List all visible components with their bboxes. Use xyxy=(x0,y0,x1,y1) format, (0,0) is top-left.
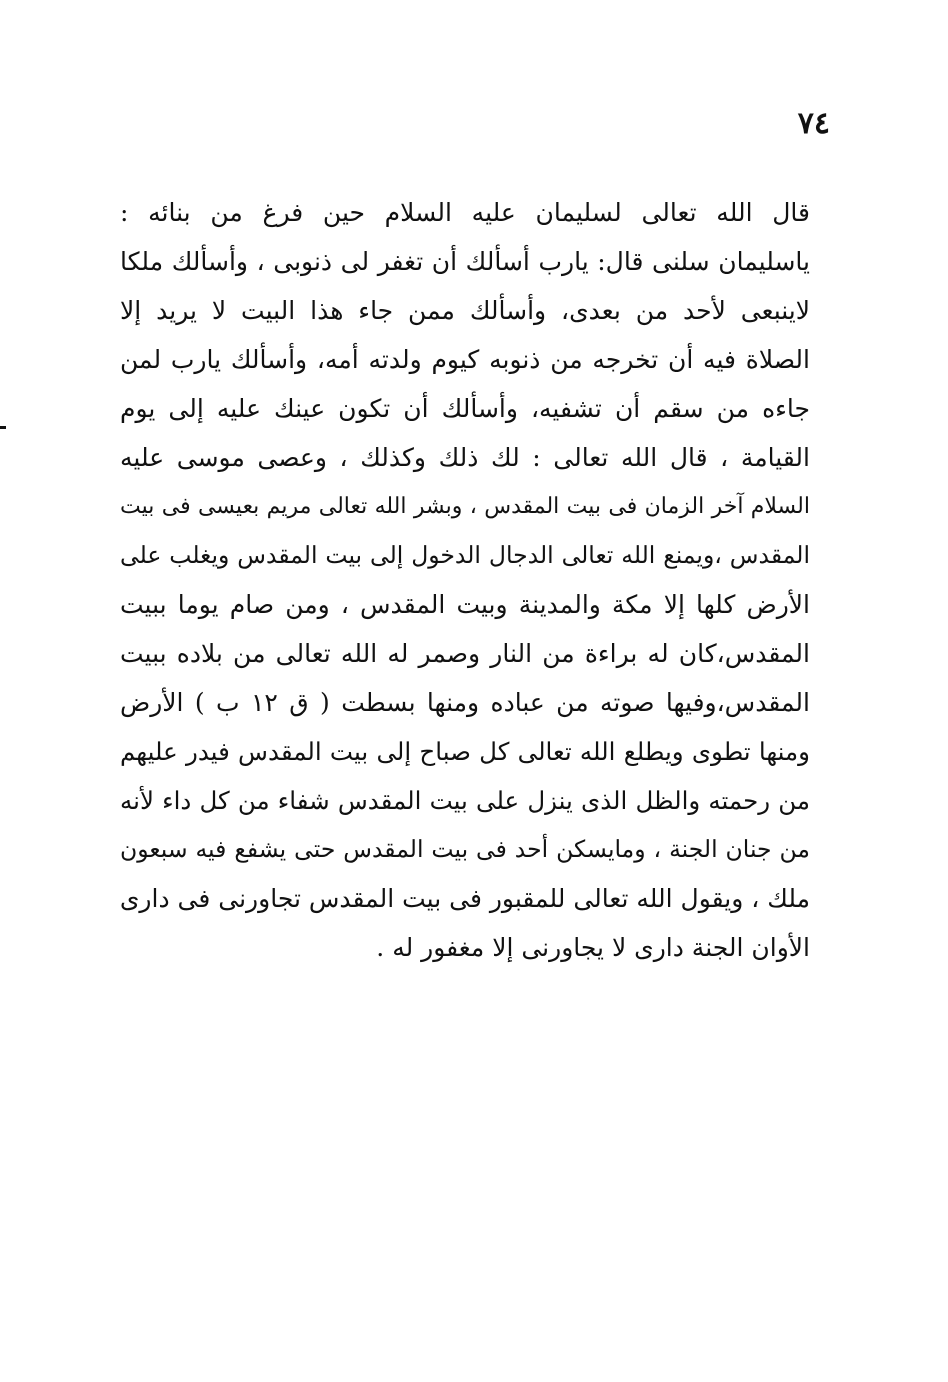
scan-edge-mark xyxy=(0,426,6,429)
text-line: المقدس،وفيها صوته من عباده ومنها بسطت ( ق ١٢ ب ) الأرض xyxy=(120,688,810,717)
text-line: قال الله تعالى لسليمان عليه السلام حين فرغ من بنائه : xyxy=(120,198,810,227)
text-line: لاينبعى لأحد من بعدى، وأسألك ممن جاء هذا البيت لا يريد إلا xyxy=(120,296,810,325)
text-line: ياسليمان سلنى قال: يارب أسألك أن تغفر لى ذنوبى ، وأسألك ملكا xyxy=(120,247,810,276)
text-line: ملك ، ويقول الله تعالى للمقبور فى بيت المقدس تجاورنى فى دارى xyxy=(120,884,810,913)
text-line: المقدس ،ويمنع الله تعالى الدجال الدخول إلى بيت المقدس ويغلب على xyxy=(120,541,810,569)
text-line: من رحمته والظل الذى ينزل على بيت المقدس شفاء من كل داء لأنه xyxy=(120,786,810,815)
text-line: من جنان الجنة ، ومايسكن أحد فى بيت المقدس حتى يشفع فيه سبعون xyxy=(120,835,810,863)
text-line: السلام آخر الزمان فى بيت المقدس ، وبشر الله تعالى مريم بعيسى فى بيت xyxy=(120,494,810,519)
body-text xyxy=(120,188,810,972)
text-line: الصلاة فيه أن تخرجه من ذنوبه كيوم ولدته أمه، وأسألك يارب لمن xyxy=(120,345,810,374)
text-line: المقدس،كان له براءة من النار وصمر له الله تعالى من بلاده ببيت xyxy=(120,639,810,668)
text-line: القيامة ، قال الله تعالى : لك ذلك وكذلك ، وعصى موسى عليه xyxy=(120,443,810,472)
page-number: ٧٤ xyxy=(797,106,830,141)
text-line: الأرض كلها إلا مكة والمدينة وبيت المقدس ، ومن صام يوما ببيت xyxy=(120,590,810,619)
text-line: ومنها تطوى ويطلع الله تعالى كل صباح إلى بيت المقدس فيدر عليهم xyxy=(120,737,810,766)
text-line: جاءه من سقم أن تشفيه، وأسألك أن تكون عينك عليه إلى يوم xyxy=(120,394,810,423)
text-line-last: الأوان الجنة دارى لا يجاورنى إلا مغفور له . xyxy=(376,933,810,962)
